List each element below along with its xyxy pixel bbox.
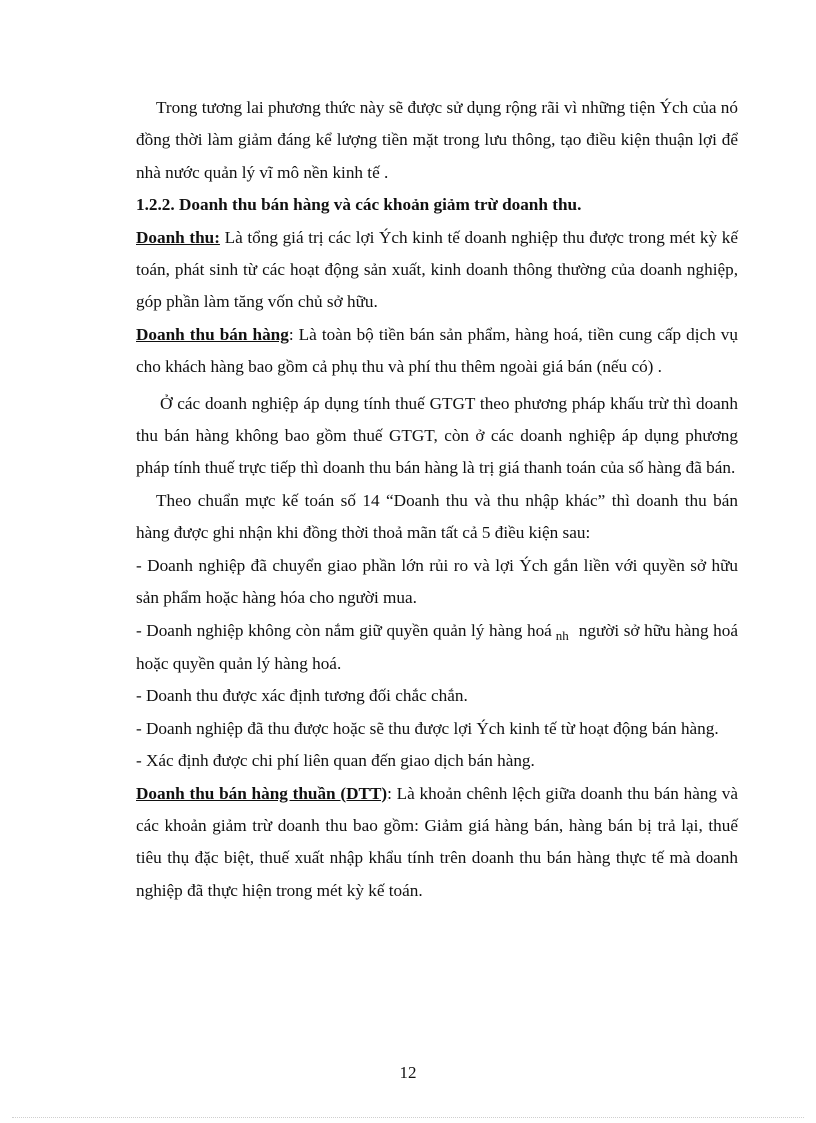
definition-doanh-thu-thuan: : Là khoản chênh lệch giữa doanh thu bán hàng và các khoản giảm trừ doanh thu bao gồm: Giảm giá hàng bán, hàng bán bị trả lại, thuế tiêu thụ đặc biệt, thuế xuất nhập khẩu tính trên doanh thu bán hàng thực tế mà doanh nghiệp đã thực hiện trong mét kỳ kế toán.: [136, 783, 738, 900]
condition-item-2-part-b: người sở hữu hàng hoá hoặc quyền quản lý hàng hoá.: [136, 620, 738, 673]
page-body: [136, 92, 738, 907]
page-bottom-divider: [12, 1117, 804, 1118]
condition-item-2-part-a: - Doanh nghiệp không còn nắm giữ quyền quản lý hàng hoá: [136, 620, 552, 640]
paragraph-doanh-thu-thuan: [136, 778, 738, 908]
term-doanh-thu-ban-hang: Doanh thu bán hàng: [136, 324, 289, 344]
term-doanh-thu-thuan: Doanh thu bán hàng thuần (DTT): [136, 783, 388, 803]
condition-item-2: [136, 615, 738, 681]
page-number: 12: [399, 1063, 417, 1082]
paragraph-doanh-thu: [136, 222, 738, 319]
definition-doanh-thu-ban-hang: : Là toàn bộ tiền bán sản phẩm, hàng hoá, tiền cung cấp dịch vụ cho khách hàng bao gồm cả phụ thu và phí thu thêm ngoài giá bán (nếu có) .: [136, 324, 738, 377]
paragraph-gtgt: Ở các doanh nghiệp áp dụng tính thuế GTGT theo phương pháp khấu trừ thì doanh thu bán hàng không bao gồm thuế GTGT, còn ở các doanh nghiệp áp dụng phương pháp tính thuế trực tiếp thì doanh thu bán hàng là trị giá thanh toán của số hàng đã bán.: [136, 393, 738, 478]
condition-item-1: - Doanh nghiệp đã chuyển giao phần lớn rủi ro và lợi Ých gắn liền với quyền sở hữu sản phẩm hoặc hàng hóa cho người mua.: [136, 555, 738, 608]
section-heading-1-2-2: 1.2.2. Doanh thu bán hàng và các khoản giảm trừ doanh thu.: [136, 195, 582, 215]
condition-item-3: - Doanh thu được xác định tương đối chắc chắn.: [136, 686, 468, 706]
paragraph-doanh-thu-ban-hang: [136, 319, 738, 384]
condition-item-5: - Xác định được chi phí liên quan đến giao dịch bán hàng.: [136, 751, 535, 771]
condition-item-2-nh: nh: [555, 627, 569, 643]
paragraph-chuan-muc: Theo chuẩn mực kế toán số 14 “Doanh thu và thu nhập khác” thì doanh thu bán hàng được ghi nhận khi đồng thời thoả mãn tất cả 5 điều kiện sau:: [136, 490, 738, 543]
definition-doanh-thu: Là tổng giá trị các lợi Ých kinh tế doanh nghiệp thu được trong mét kỳ kế toán, phát sinh từ các hoạt động sản xuất, kinh doanh thông thường của doanh nghiệp, góp phần làm tăng vốn chủ sở hữu.: [136, 227, 738, 312]
term-doanh-thu: Doanh thu:: [136, 227, 220, 247]
paragraph-future-payment: Trong tương lai phương thức này sẽ được sử dụng rộng rãi vì những tiện Ých của nó đồng thời làm giảm đáng kể lượng tiền mặt trong lưu thông, tạo điều kiện thuận lợi để nhà nước quản lý vĩ mô nền kinh tế .: [136, 98, 738, 182]
condition-item-4: - Doanh nghiệp đã thu được hoặc sẽ thu được lợi Ých kinh tế từ hoạt động bán hàng.: [136, 718, 719, 738]
